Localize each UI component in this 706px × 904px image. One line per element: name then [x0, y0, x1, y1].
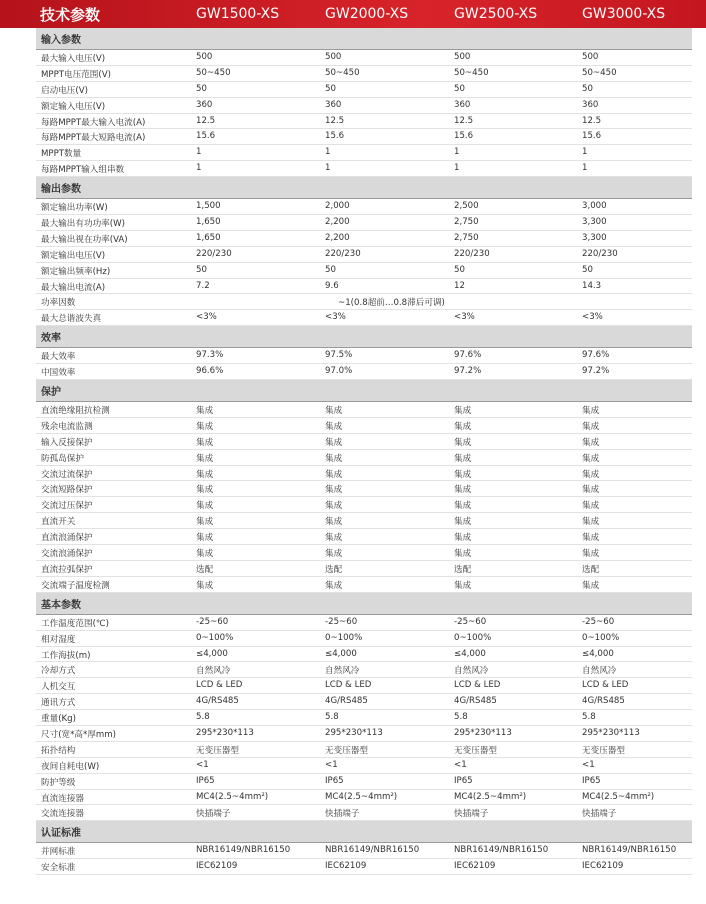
param-value: 快插端子: [325, 809, 360, 820]
model-header: GW2000-XS: [325, 6, 409, 22]
table-row: [36, 859, 692, 875]
table-row: [36, 561, 692, 577]
param-label: 工作海拔(m): [41, 650, 91, 661]
param-value: 自然风冷: [325, 666, 360, 677]
param-label: 冷却方式: [41, 666, 76, 677]
param-value: 集成: [582, 549, 600, 560]
param-value: ≤4,000: [582, 648, 614, 659]
param-value: 集成: [454, 549, 472, 560]
param-value: LCD & LED: [325, 680, 372, 691]
param-label: 每路MPPT最大短路电流(A): [41, 133, 146, 144]
param-value: 集成: [325, 580, 343, 591]
param-value: IP65: [196, 775, 215, 786]
param-value: 集成: [454, 485, 472, 496]
param-label: 最大输出电流(A): [41, 282, 106, 293]
param-value: 5.8: [582, 712, 596, 723]
table-row: [36, 418, 692, 434]
param-label: 直流绝缘阻抗检测: [41, 406, 110, 417]
param-value: 2,750: [454, 232, 479, 243]
param-label: 最大输出视在功率(VA): [41, 234, 128, 245]
param-value: 15.6: [196, 131, 216, 142]
param-value: 集成: [196, 406, 214, 417]
table-row: [36, 577, 692, 593]
param-value: 295*230*113: [325, 727, 383, 738]
table-row: [36, 615, 692, 631]
param-value: 集成: [582, 580, 600, 591]
param-label: 通讯方式: [41, 698, 76, 709]
table-row: [36, 145, 692, 161]
param-value: 97.6%: [582, 350, 610, 361]
model-header: GW3000-XS: [582, 6, 666, 22]
param-value: 4G/RS485: [196, 696, 239, 707]
param-value: 自然风冷: [196, 666, 231, 677]
table-row: [36, 434, 692, 450]
param-label: 直流拉弧保护: [41, 564, 93, 575]
param-label: 启动电压(V): [41, 85, 88, 96]
param-value: 2,000: [325, 201, 350, 212]
table-row: [36, 790, 692, 806]
table-row: [36, 545, 692, 561]
param-value: 0~100%: [196, 632, 234, 643]
param-value: -25~60: [325, 616, 358, 627]
param-value: MC4(2.5~4mm²): [196, 791, 269, 802]
param-value: 220/230: [325, 248, 361, 259]
param-value: 1: [454, 163, 460, 174]
param-value: 1,500: [196, 201, 221, 212]
param-value: ~1(0.8超前…0.8滞后可调): [338, 298, 445, 309]
param-value: 1: [582, 163, 588, 174]
param-label: 人机交互: [41, 682, 76, 693]
param-value: 3,300: [582, 217, 607, 228]
param-label: 交流端子温度检测: [41, 580, 110, 591]
param-value: 集成: [454, 453, 472, 464]
param-value: 集成: [325, 549, 343, 560]
table-row: [36, 82, 692, 98]
param-value: 360: [325, 99, 342, 110]
table-row: [36, 310, 692, 326]
table-row: [36, 497, 692, 513]
param-value: 选配: [454, 564, 472, 575]
param-value: 500: [454, 52, 471, 62]
param-label: 交流浪涌保护: [41, 549, 93, 560]
param-value: 集成: [582, 406, 600, 417]
param-label: 额定输入电压(V): [41, 101, 106, 112]
table-row: [36, 466, 692, 482]
param-value: 集成: [582, 453, 600, 464]
param-value: 500: [582, 52, 599, 62]
param-value: 集成: [454, 517, 472, 528]
param-value: -25~60: [454, 616, 487, 627]
param-value: 50~450: [454, 67, 489, 78]
param-value: 集成: [196, 437, 214, 448]
param-value: 0~100%: [582, 632, 620, 643]
param-value: 集成: [582, 517, 600, 528]
model-header: GW1500-XS: [196, 6, 280, 22]
param-value: NBR16149/NBR16150: [325, 845, 420, 856]
param-value: 集成: [325, 501, 343, 512]
table-row: [36, 450, 692, 466]
table-row: [36, 481, 692, 497]
param-value: 1: [454, 147, 460, 158]
param-value: 2,200: [325, 232, 350, 243]
param-value: 50: [454, 83, 465, 94]
param-value: ≤4,000: [196, 648, 228, 659]
param-label: 交流过流保护: [41, 469, 93, 480]
param-value: IP65: [325, 775, 344, 786]
param-value: IP65: [582, 775, 601, 786]
param-value: 97.2%: [454, 366, 482, 377]
param-label: 额定输出功率(W): [41, 203, 108, 214]
param-label: 残余电流监测: [41, 421, 93, 432]
param-label: 直流开关: [41, 517, 76, 528]
param-value: MC4(2.5~4mm²): [325, 791, 398, 802]
param-label: 相对湿度: [41, 634, 76, 645]
param-value: 集成: [582, 469, 600, 480]
param-value: 5.8: [454, 712, 468, 723]
param-value: 220/230: [196, 248, 232, 259]
param-value: 集成: [196, 533, 214, 544]
param-value: 220/230: [454, 248, 490, 259]
section-header: 输入参数: [36, 28, 692, 50]
param-value: <1: [196, 759, 209, 770]
param-label: 额定输出频率(Hz): [41, 266, 111, 277]
param-value: 50~450: [196, 67, 231, 78]
param-label: 交流短路保护: [41, 485, 93, 496]
param-value: 快插端子: [454, 809, 489, 820]
param-value: 选配: [325, 564, 343, 575]
table-row: [36, 710, 692, 726]
table-row: [36, 529, 692, 545]
param-label: 直流浪涌保护: [41, 533, 93, 544]
table-row: [36, 231, 692, 247]
model-header: GW2500-XS: [454, 6, 538, 22]
param-value: 集成: [325, 406, 343, 417]
param-value: 无变压器型: [196, 745, 239, 756]
param-value: 2,500: [454, 201, 479, 212]
param-value: 集成: [325, 485, 343, 496]
param-value: 集成: [582, 501, 600, 512]
param-value: <3%: [325, 312, 346, 323]
param-value: 12.5: [196, 115, 216, 126]
param-label: 防孤岛保护: [41, 453, 84, 464]
param-value: 12.5: [454, 115, 474, 126]
param-value: <3%: [582, 312, 603, 323]
table-row: [36, 161, 692, 177]
param-value: 集成: [325, 533, 343, 544]
param-value: LCD & LED: [196, 680, 243, 691]
section-header: 保护: [36, 380, 692, 402]
spec-header: [0, 0, 706, 28]
param-value: 1: [325, 147, 331, 158]
param-value: 295*230*113: [582, 727, 640, 738]
param-label: 直流连接器: [41, 793, 84, 804]
param-value: 3,300: [582, 232, 607, 243]
param-value: 0~100%: [325, 632, 363, 643]
param-value: 97.5%: [325, 350, 353, 361]
param-value: 集成: [325, 421, 343, 432]
param-value: 50~450: [325, 67, 360, 78]
param-value: 50: [325, 264, 336, 275]
param-value: <3%: [196, 312, 217, 323]
table-row: [36, 631, 692, 647]
param-value: 集成: [325, 453, 343, 464]
param-value: 集成: [454, 406, 472, 417]
table-row: [36, 513, 692, 529]
param-value: 集成: [582, 485, 600, 496]
param-value: <1: [454, 759, 467, 770]
table-row: [36, 348, 692, 364]
table-row: [36, 742, 692, 758]
param-value: 9.6: [325, 280, 339, 291]
param-value: 无变压器型: [582, 745, 625, 756]
table-row: [36, 279, 692, 295]
param-label: 交流连接器: [41, 809, 84, 820]
table-row: [36, 647, 692, 663]
param-value: 1: [196, 147, 202, 158]
param-value: 选配: [196, 564, 214, 575]
table-row: [36, 199, 692, 215]
param-value: 15.6: [454, 131, 474, 142]
param-value: 选配: [582, 564, 600, 575]
param-value: IP65: [454, 775, 473, 786]
param-value: 5.8: [196, 712, 210, 723]
param-value: NBR16149/NBR16150: [196, 845, 291, 856]
param-value: 50: [325, 83, 336, 94]
param-label: 功率因数: [41, 298, 76, 309]
param-value: <3%: [454, 312, 475, 323]
param-value: 集成: [325, 469, 343, 480]
param-value: 50: [196, 83, 207, 94]
param-value: 15.6: [325, 131, 345, 142]
param-label: 额定输出电压(V): [41, 250, 106, 261]
param-value: 4G/RS485: [454, 696, 497, 707]
table-row: [36, 774, 692, 790]
param-value: 50: [196, 264, 207, 275]
param-value: 集成: [325, 437, 343, 448]
param-value: -25~60: [196, 616, 229, 627]
param-value: 集成: [582, 437, 600, 448]
param-value: 自然风冷: [454, 666, 489, 677]
param-label: 工作温度范围(℃): [41, 618, 109, 629]
table-row: [36, 294, 692, 310]
param-label: 拓扑结构: [41, 745, 76, 756]
param-value: ≤4,000: [454, 648, 486, 659]
param-value: 1: [582, 147, 588, 158]
param-label: 每路MPPT最大输入电流(A): [41, 117, 146, 128]
spec-table: [36, 28, 692, 875]
param-label: 最大输出有功功率(W): [41, 219, 125, 230]
table-row: [36, 694, 692, 710]
param-value: <1: [582, 759, 595, 770]
param-value: IEC62109: [582, 861, 624, 872]
param-value: MC4(2.5~4mm²): [582, 791, 655, 802]
param-value: 集成: [196, 549, 214, 560]
param-value: 97.3%: [196, 350, 224, 361]
param-value: 50~450: [582, 67, 617, 78]
table-row: [36, 50, 692, 66]
param-value: 3,000: [582, 201, 607, 212]
param-label: 最大输入电压(V): [41, 54, 106, 64]
param-value: <1: [325, 759, 338, 770]
param-value: 96.6%: [196, 366, 224, 377]
param-label: 夜间自耗电(W): [41, 761, 100, 772]
param-value: 集成: [454, 533, 472, 544]
param-label: MPPT电压范围(V): [41, 69, 111, 80]
param-value: 1,650: [196, 232, 221, 243]
param-value: 集成: [196, 485, 214, 496]
param-value: 集成: [454, 501, 472, 512]
param-value: 2,200: [325, 217, 350, 228]
param-value: IEC62109: [196, 861, 238, 872]
param-value: 14.3: [582, 280, 602, 291]
param-value: 1,650: [196, 217, 221, 228]
table-row: [36, 114, 692, 130]
param-value: 0~100%: [454, 632, 492, 643]
section-header: 效率: [36, 326, 692, 348]
param-value: 7.2: [196, 280, 210, 291]
param-value: 集成: [454, 580, 472, 591]
param-value: 集成: [196, 453, 214, 464]
param-value: MC4(2.5~4mm²): [454, 791, 527, 802]
param-label: 并网标准: [41, 847, 76, 858]
param-value: 360: [582, 99, 599, 110]
param-value: 4G/RS485: [325, 696, 368, 707]
param-value: 12: [454, 280, 465, 291]
table-row: [36, 263, 692, 279]
param-label: 防护等级: [41, 777, 76, 788]
table-row: [36, 129, 692, 145]
param-value: 295*230*113: [454, 727, 512, 738]
param-value: 2,750: [454, 217, 479, 228]
table-row: [36, 662, 692, 678]
param-value: 12.5: [582, 115, 602, 126]
param-value: 集成: [196, 580, 214, 591]
param-label: 安全标准: [41, 863, 76, 874]
param-value: 集成: [454, 421, 472, 432]
param-label: 尺寸(宽*高*厚mm): [41, 729, 117, 740]
param-value: 50: [454, 264, 465, 275]
param-value: LCD & LED: [454, 680, 501, 691]
param-value: 集成: [196, 501, 214, 512]
param-value: 295*230*113: [196, 727, 254, 738]
spec-title: 技术参数: [40, 5, 101, 24]
param-value: 1: [325, 163, 331, 174]
param-label: 最大总谐波失真: [41, 314, 102, 325]
param-value: 500: [196, 52, 213, 62]
param-value: 集成: [454, 437, 472, 448]
table-row: [36, 247, 692, 263]
param-value: 无变压器型: [325, 745, 368, 756]
param-label: MPPT数量: [41, 149, 82, 160]
param-value: 97.6%: [454, 350, 482, 361]
param-label: 输入反接保护: [41, 437, 93, 448]
param-value: IEC62109: [325, 861, 367, 872]
param-value: -25~60: [582, 616, 615, 627]
section-header: 基本参数: [36, 593, 692, 615]
param-value: 集成: [196, 421, 214, 432]
param-value: 97.0%: [325, 366, 353, 377]
param-value: 5.8: [325, 712, 339, 723]
param-value: ≤4,000: [325, 648, 357, 659]
param-value: 快插端子: [582, 809, 617, 820]
param-value: 15.6: [582, 131, 602, 142]
param-value: 无变压器型: [454, 745, 497, 756]
section-header: 输出参数: [36, 177, 692, 199]
param-label: 中国效率: [41, 368, 76, 379]
param-label: 交流过压保护: [41, 501, 93, 512]
param-value: 12.5: [325, 115, 345, 126]
param-label: 重量(Kg): [41, 714, 76, 725]
table-row: [36, 805, 692, 821]
param-value: IEC62109: [454, 861, 496, 872]
param-value: 快插端子: [196, 809, 231, 820]
table-row: [36, 726, 692, 742]
param-value: LCD & LED: [582, 680, 629, 691]
table-row: [36, 66, 692, 82]
param-value: 集成: [325, 517, 343, 528]
table-row: [36, 215, 692, 231]
param-value: 集成: [196, 517, 214, 528]
param-label: 最大效率: [41, 352, 76, 363]
table-row: [36, 843, 692, 859]
param-value: 集成: [582, 533, 600, 544]
param-value: 自然风冷: [582, 666, 617, 677]
table-row: [36, 98, 692, 114]
section-header: 认证标准: [36, 821, 692, 843]
table-row: [36, 364, 692, 380]
param-label: 每路MPPT输入组串数: [41, 165, 125, 176]
param-value: 360: [196, 99, 213, 110]
param-value: 50: [582, 83, 593, 94]
param-value: NBR16149/NBR16150: [454, 845, 549, 856]
table-row: [36, 758, 692, 774]
table-row: [36, 402, 692, 418]
param-value: 97.2%: [582, 366, 610, 377]
param-value: NBR16149/NBR16150: [582, 845, 677, 856]
param-value: 集成: [582, 421, 600, 432]
table-row: [36, 678, 692, 694]
param-value: 集成: [196, 469, 214, 480]
param-value: 4G/RS485: [582, 696, 625, 707]
param-value: 500: [325, 52, 342, 62]
param-value: 1: [196, 163, 202, 174]
param-value: 360: [454, 99, 471, 110]
param-value: 220/230: [582, 248, 618, 259]
param-value: 集成: [454, 469, 472, 480]
param-value: 50: [582, 264, 593, 275]
